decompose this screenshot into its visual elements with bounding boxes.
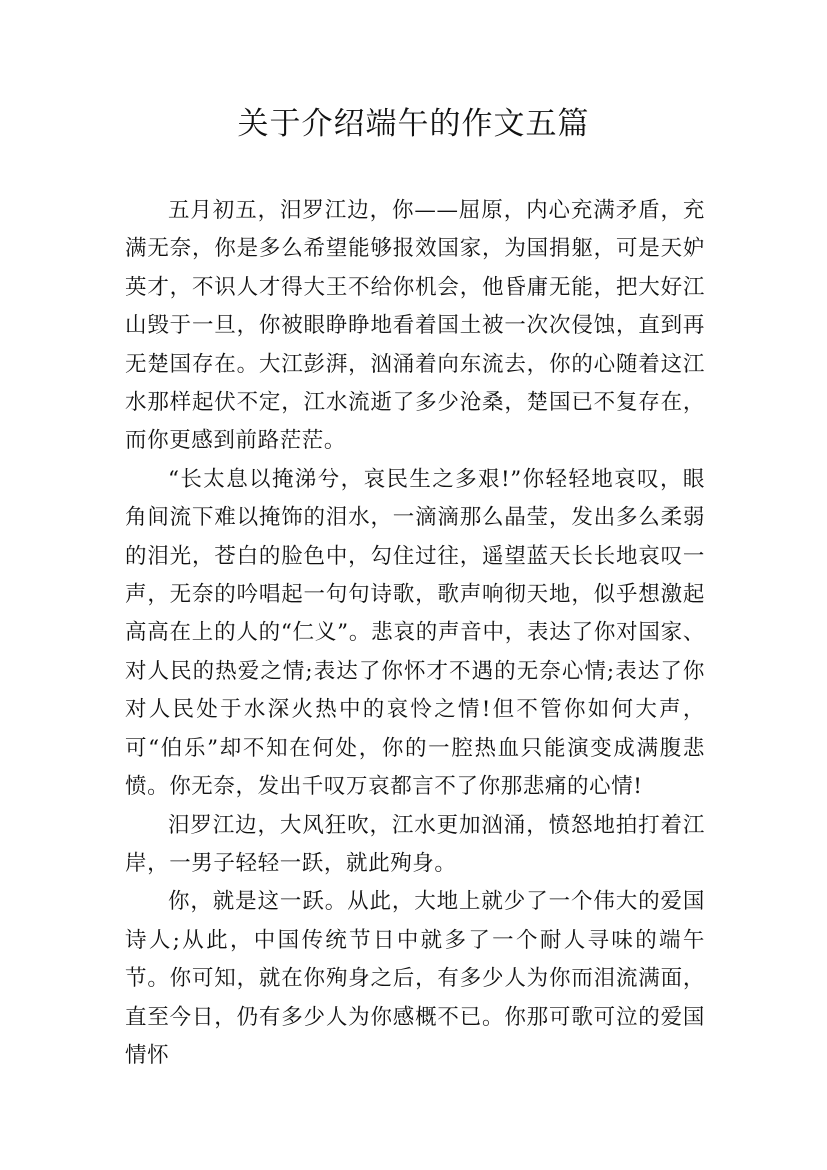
paragraph-4: 你，就是这一跃。从此，大地上就少了一个伟大的爱国诗人;从此，中国传统节日中就多了一个耐人寻味的端午节。你可知，就在你殉身之后，有多少人为你而泪流满面，直至今日，仍有多少人为你感概不已。你那可歌可泣的爱国情怀: [125, 889, 705, 1068]
document-title: 关于介绍端午的作文五篇: [237, 106, 590, 142]
paragraph-3: 汨罗江边，大风狂吹，江水更加汹涌，愤怒地拍打着江岸，一男子轻轻一跃，就此殉身。: [125, 812, 705, 876]
document-body: [125, 192, 705, 1075]
paragraph-2: “长太息以掩涕兮，哀民生之多艰!”你轻轻地哀叹，眼角间流下难以掩饰的泪水，一滴滴那么晶莹，发出多么柔弱的泪光，苍白的脸色中，勾住过往，遥望蓝天长长地哀叹一声，无奈的吟唱起一句句诗歌，歌声响彻天地，似乎想激起高高在上的人的“仁义”。悲哀的声音中，表达了你对国家、对人民的热爱之情;表达了你怀才不遇的无奈心情;表达了你对人民处于水深火热中的哀怜之情!但不管你如何大声，可“伯乐”却不知在何处，你的一腔热血只能演变成满腹悲愤。你无奈，发出千叹万哀都言不了你那悲痛的心情!: [125, 466, 705, 800]
paragraph-1: 五月初五，汨罗江边，你——屈原，内心充满矛盾，充满无奈，你是多么希望能够报效国家，为国捐躯，可是天妒英才，不识人才得大王不给你机会，他昏庸无能，把大好江山毁于一旦，你被眼睁睁地看着国土被一次次侵蚀，直到再无楚国存在。大江彭湃，汹涌着向东流去，你的心随着这江水那样起伏不定，江水流逝了多少沧桑，楚国已不复存在，而你更感到前路茫茫。: [125, 198, 705, 454]
